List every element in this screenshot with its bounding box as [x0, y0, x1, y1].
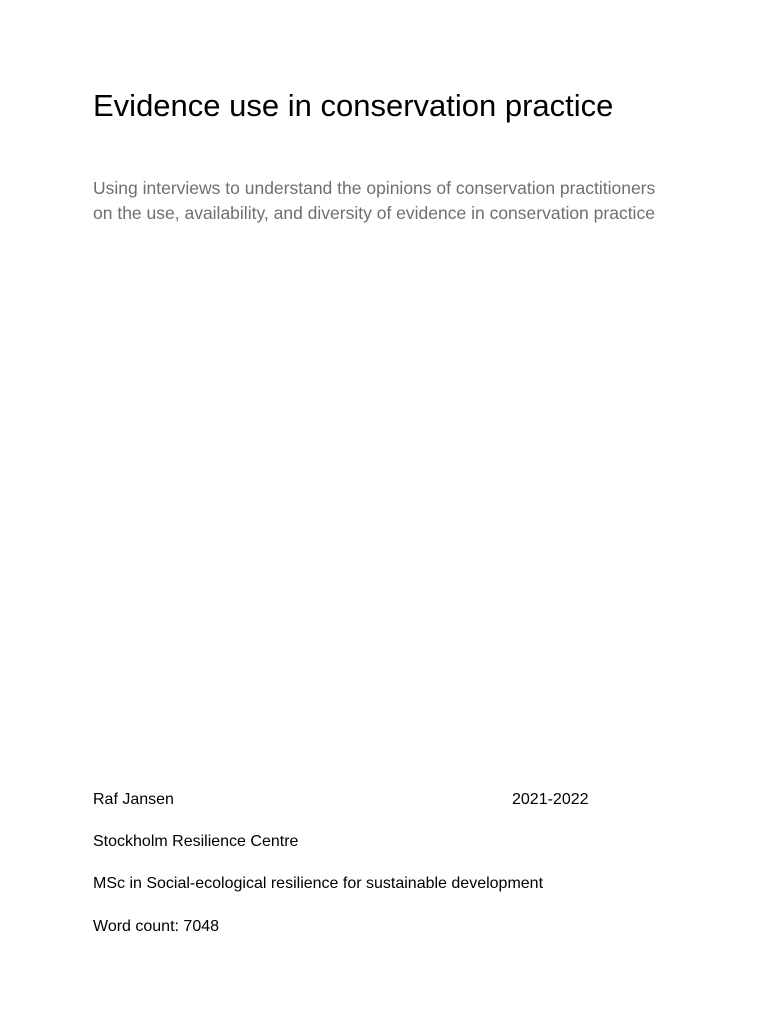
author-name: Raf Jansen — [93, 791, 174, 808]
institution-name: Stockholm Resilience Centre — [93, 833, 299, 850]
document-title: Evidence use in conservation practice — [93, 88, 614, 123]
document-subtitle: Using interviews to understand the opinions of conservation practitioners on the use, availability, and diversity of evidence in conservation practice — [93, 178, 656, 223]
academic-years: 2021-2022 — [512, 791, 589, 808]
word-count: Word count: 7048 — [93, 918, 220, 935]
degree-programme: MSc in Social-ecological resilience for sustainable development — [93, 875, 544, 892]
